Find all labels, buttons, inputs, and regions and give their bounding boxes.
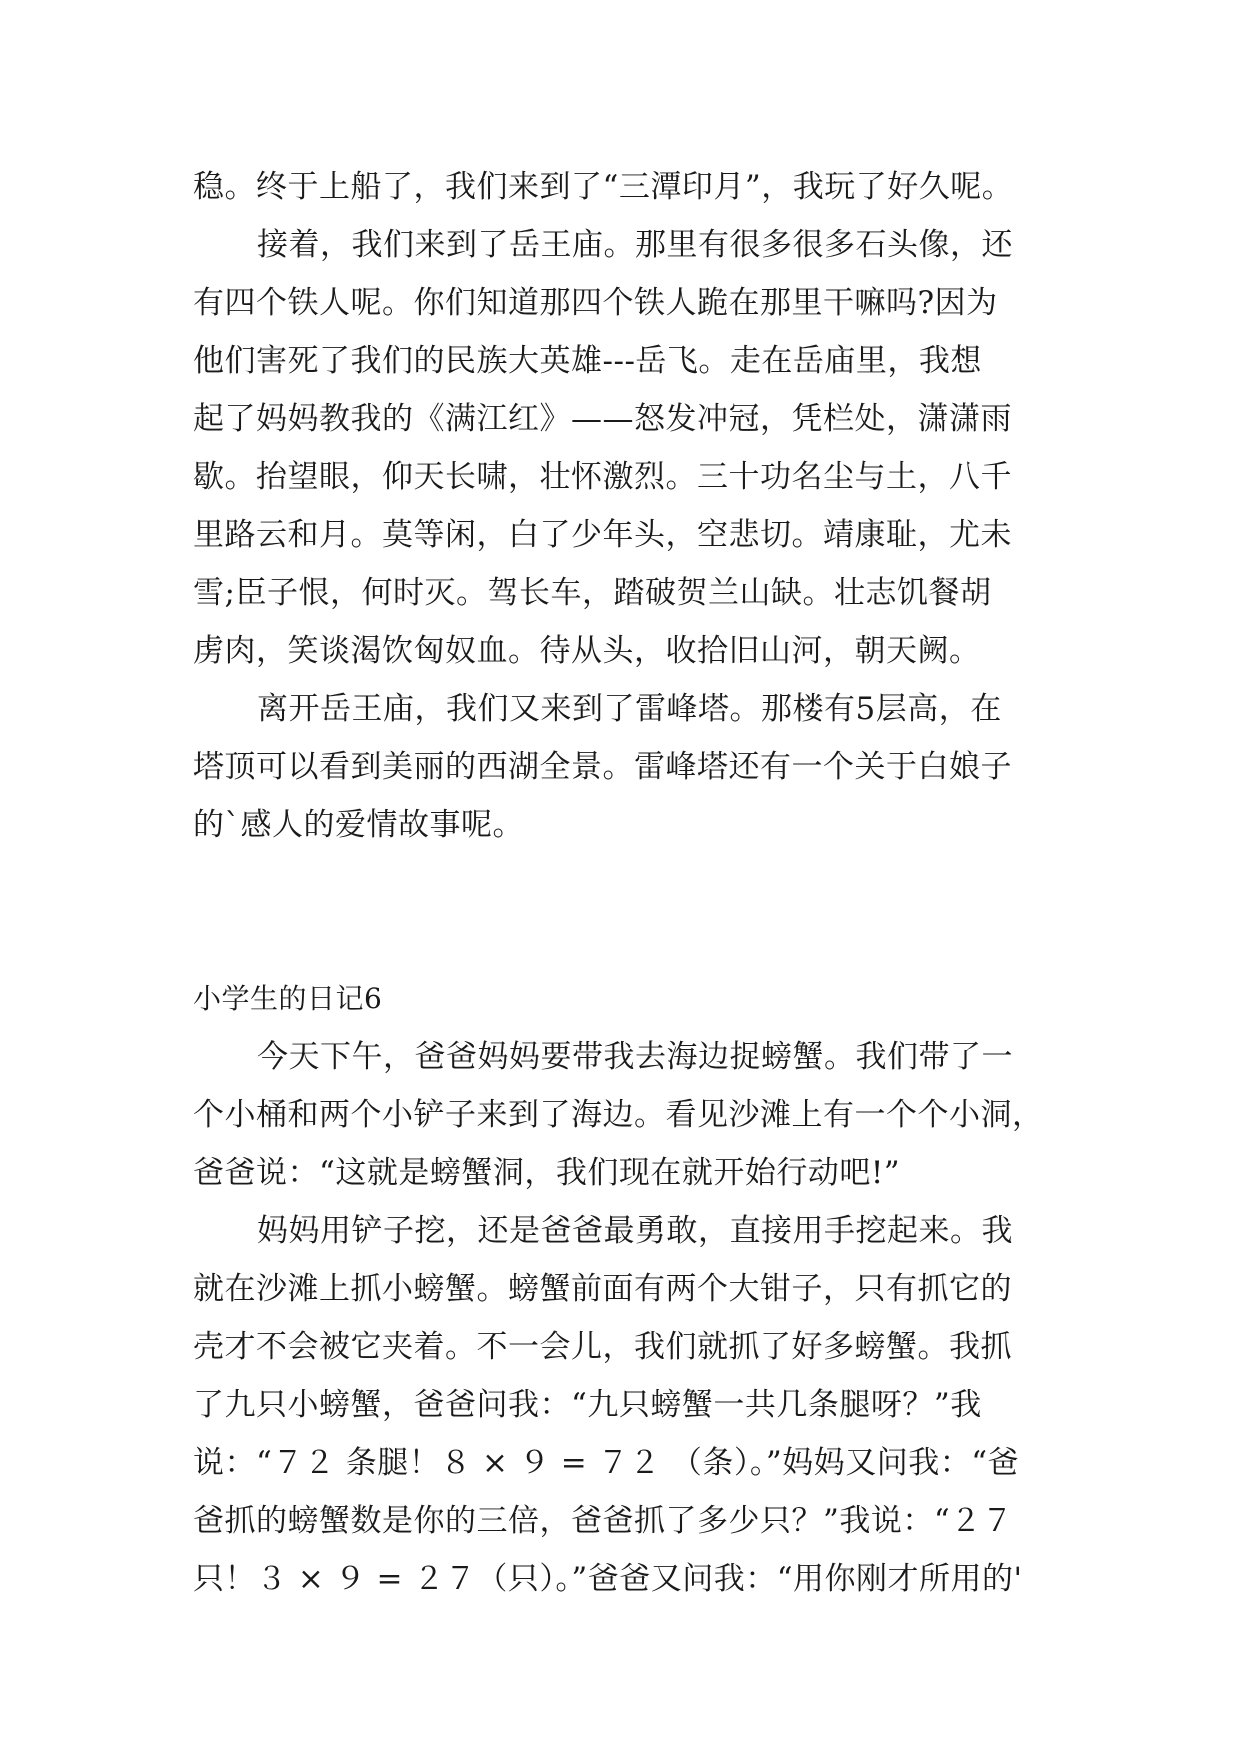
paragraph-line: 妈妈用铲子挖，还是爸爸最勇敢，直接用手挖起来。我 xyxy=(257,1213,1013,1249)
document-body xyxy=(193,158,1055,1608)
paragraph-line: 今天下午，爸爸妈妈要带我去海边捉螃蟹。我们带了一 xyxy=(257,1039,1013,1075)
paragraph-line: 爸爸说：“这就是螃蟹洞，我们现在就开始行动吧!” xyxy=(193,1155,901,1191)
paragraph-line: 他们害死了我们的民族大英雄---岳飞。走在岳庙里，我想 xyxy=(193,343,982,379)
paragraph-line: 了九只小螃蟹，爸爸问我：“九只螃蟹一共几条腿呀？”我 xyxy=(193,1387,982,1423)
paragraph-line: 有四个铁人呢。你们知道那四个铁人跪在那里干嘛吗?因为 xyxy=(193,285,998,321)
section-heading: 小学生的日记6 xyxy=(193,982,383,1015)
section-spacer xyxy=(193,854,1055,970)
paragraph-line: 只！３ × ９ = ２７（只）。”爸爸又问我：“用你刚才所用的' xyxy=(193,1561,1023,1597)
paragraph-line: 歇。抬望眼，仰天长啸，壮怀激烈。三十功名尘与土，八千 xyxy=(193,459,1012,495)
paragraph-line: 雪;臣子恨，何时灭。驾长车，踏破贺兰山缺。壮志饥餐胡 xyxy=(193,575,992,611)
paragraph-line: 起了妈妈教我的《满江红》——怒发冲冠，凭栏处，潇潇雨 xyxy=(193,401,1012,437)
paragraph-line: 离开岳王庙，我们又来到了雷峰塔。那楼有5层高，在 xyxy=(257,691,1002,727)
paragraph-line: 爸抓的螃蟹数是你的三倍，爸爸抓了多少只？”我说：“２７ xyxy=(193,1503,1014,1539)
paragraph-line: 塔顶可以看到美丽的西湖全景。雷峰塔还有一个关于白娘子 xyxy=(193,749,1012,785)
paragraph-line: 虏肉，笑谈渴饮匈奴血。待从头，收拾旧山河，朝天阙。 xyxy=(193,633,981,669)
paragraph-line: 里路云和月。莫等闲，白了少年头，空悲切。靖康耻，尤未 xyxy=(193,517,1012,553)
paragraph-line: 说：“７２ 条腿！８ × ９ = ７２ （条）。”妈妈又问我：“爸 xyxy=(193,1445,1020,1481)
paragraph-line: 壳才不会被它夹着。不一会儿，我们就抓了好多螃蟹。我抓 xyxy=(193,1329,1012,1365)
paragraph-line: 稳。终于上船了，我们来到了“三潭印月”，我玩了好久呢。 xyxy=(193,169,1014,205)
paragraph-line: 就在沙滩上抓小螃蟹。螃蟹前面有两个大钳子，只有抓它的 xyxy=(193,1271,1012,1307)
paragraph-line: 的`感人的爱情故事呢。 xyxy=(193,807,524,843)
paragraph-line: 个小桶和两个小铲子来到了海边。看见沙滩上有一个个小洞， xyxy=(193,1097,1044,1133)
paragraph-line: 接着，我们来到了岳王庙。那里有很多很多石头像，还 xyxy=(257,227,1013,263)
